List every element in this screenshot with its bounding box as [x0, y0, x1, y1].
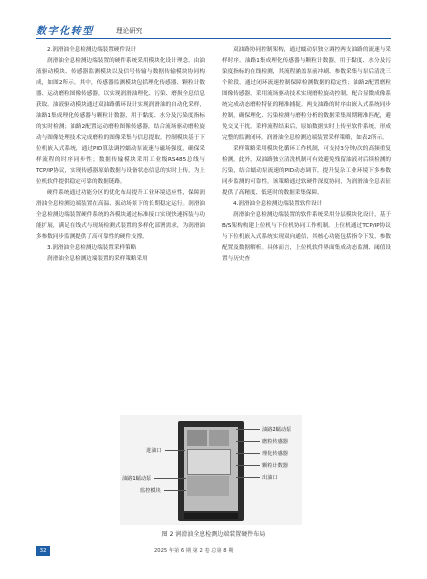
- figure-label-pump1: 油路1蠕动泵: [122, 476, 152, 482]
- paragraph: 双油路协同控制架构，通过蠕动泵独立调控两支油路的流速与采样时序。油路1集成理化传感器与颗粒计数器，用于黏度、水分及污染度指标的在线检测，其流程涵盖泵前冲刷、参数采集与泵后清洗三个阶段，通过闭环流速控制保障检测数据的稳定性；油路2配置磨粒图像传感器，采用流场驱动技术实现磨粒旋动控制，配合显微成像系统完成动态磨粒特征的精准捕捉。两支油路的时序由嵌入式系统同步控制，确保理化、污染检测与磨粒分析的数据采集周期精准匹配，避免交叉干扰。采样流程结束后，原始数据实时上传至软件系统，形成完整的监测闭环。润滑油全息检测边端装置采样策略，如表2所示。: [222, 47, 391, 141]
- pump-component: [209, 430, 229, 446]
- figure-label-physchem-sensor: 理化传感器: [262, 451, 288, 457]
- leader-line: [236, 465, 260, 466]
- paragraph: 硬件系统通过功能分区的优化布局提升工业环境适应性，保障润滑油全息检测边端装置在高温、振动场景下的长期稳定运行。润滑油全息检测边端装置硬件系统的各模块通过标准接口实现快速拆装与功能扩展，满足在线式与现场检测式装置的多样化部署需求，为润滑油多参数同步监测提供了高可靠性的硬件支撑。: [36, 190, 205, 240]
- subsection-heading-sampling: 3.润滑油全息检测边端装置采样策略: [47, 245, 137, 251]
- control-component: [187, 476, 229, 496]
- figure-label-pump2: 油路2蠕动泵: [262, 427, 292, 433]
- figure-label-outlet: 出油口: [262, 475, 278, 481]
- subsection-heading-hardware: 2.润滑油全息检测边端装置硬件设计: [47, 47, 137, 53]
- page-header: [0, 0, 427, 40]
- paragraph: 润滑油全息检测边端装置的采样策略采用: [47, 256, 148, 262]
- leader-line: [165, 450, 185, 451]
- leader-line: [154, 478, 186, 479]
- issue-info: 2025 年第 6 期 第 2 卷 总第 8 期: [154, 548, 234, 554]
- page-footer: [36, 546, 391, 560]
- figure-label-monitor: 监控模块: [140, 488, 161, 494]
- left-column: [36, 45, 205, 265]
- paragraph: 润滑油全息检测边端装置的硬件系统采用模块化设计理念，由油液驱动模块、传感器监测模块以及信号传输与数据传输模块协同构成，如图2所示。其中，传感器监测模块包括理化传感器、颗粒计数器、运动磨粒图像传感器，以实现润滑油理化、污染、磨损全息信息获取。油液驱动模块通过双油路循环设计实现润滑油的自动化采样，油路1集成理化传感器与颗粒计数器，用于黏度、水分及污染度指标的实时检测；油路2配置运动磨粒图像传感器，结合流场驱动磨粒旋动与图像处理技术完成磨粒的图像采集与信息提取。控制模块基于下位机嵌入式系统，通过PID算法调控蠕动泵流速与磁场强度，确保采样流程的时序同步性；数据传输模块采用工业级RS485总线与TCP/IP协议，实现传感器原始数据与设备状态信息的实时上传，为上位机软件提供稳定可靠的数据链路。: [36, 58, 205, 185]
- header-rule: [36, 38, 391, 39]
- hardware-layout-figure: [120, 415, 302, 525]
- leader-line: [236, 429, 260, 430]
- subsection-heading-software: 4.润滑油全息检测边端装置软件设计: [233, 201, 323, 207]
- cabinet-base: [184, 513, 238, 519]
- figure-caption: 图 2 润滑油全息检测边端装置硬件布局: [161, 531, 266, 538]
- leader-line: [236, 441, 260, 442]
- figure-label-particle-counter: 颗粒计数器: [262, 463, 288, 469]
- pump-component: [187, 430, 207, 446]
- right-column: [222, 45, 391, 265]
- paragraph: 采样策略采用模块化循环工作机制，可支持3分钟/次的高频重复检测。此外，双油路独立清洗机制可有效避免残留油液对后续检测的污染，结合蠕动泵流速的PID动态调节，提升复杂工业环境下多参数同步监测的可靠性。该策略通过软硬件深度协同，为润滑油全息表征提供了高精度、低延时的数据采集保障。: [222, 146, 391, 196]
- page-number: 32: [36, 546, 50, 556]
- leader-line: [236, 453, 260, 454]
- leader-line: [164, 490, 186, 491]
- paragraph: 润滑油全息检测边端装置的软件系统采用分层模块化设计，基于B/S架构构建上位机与下位机协同工作机制。上位机通过TCP/IP协议与下位机嵌入式系统实现双向通信，其核心功能包括指令下发、参数配置及数据解析。具体而言，上位机软件界面集成动态监测、阈值设置与历史查: [222, 212, 391, 262]
- sensor-component: [187, 449, 231, 475]
- figure-label-inlet: 进油口: [146, 448, 162, 454]
- leader-line: [236, 477, 260, 478]
- section-label: 理论研究: [116, 27, 143, 35]
- figure-label-wear-sensor: 磨粒传感器: [262, 439, 288, 445]
- device-cabinet-image: [178, 421, 244, 521]
- journal-logo: 数字化转型: [36, 26, 94, 37]
